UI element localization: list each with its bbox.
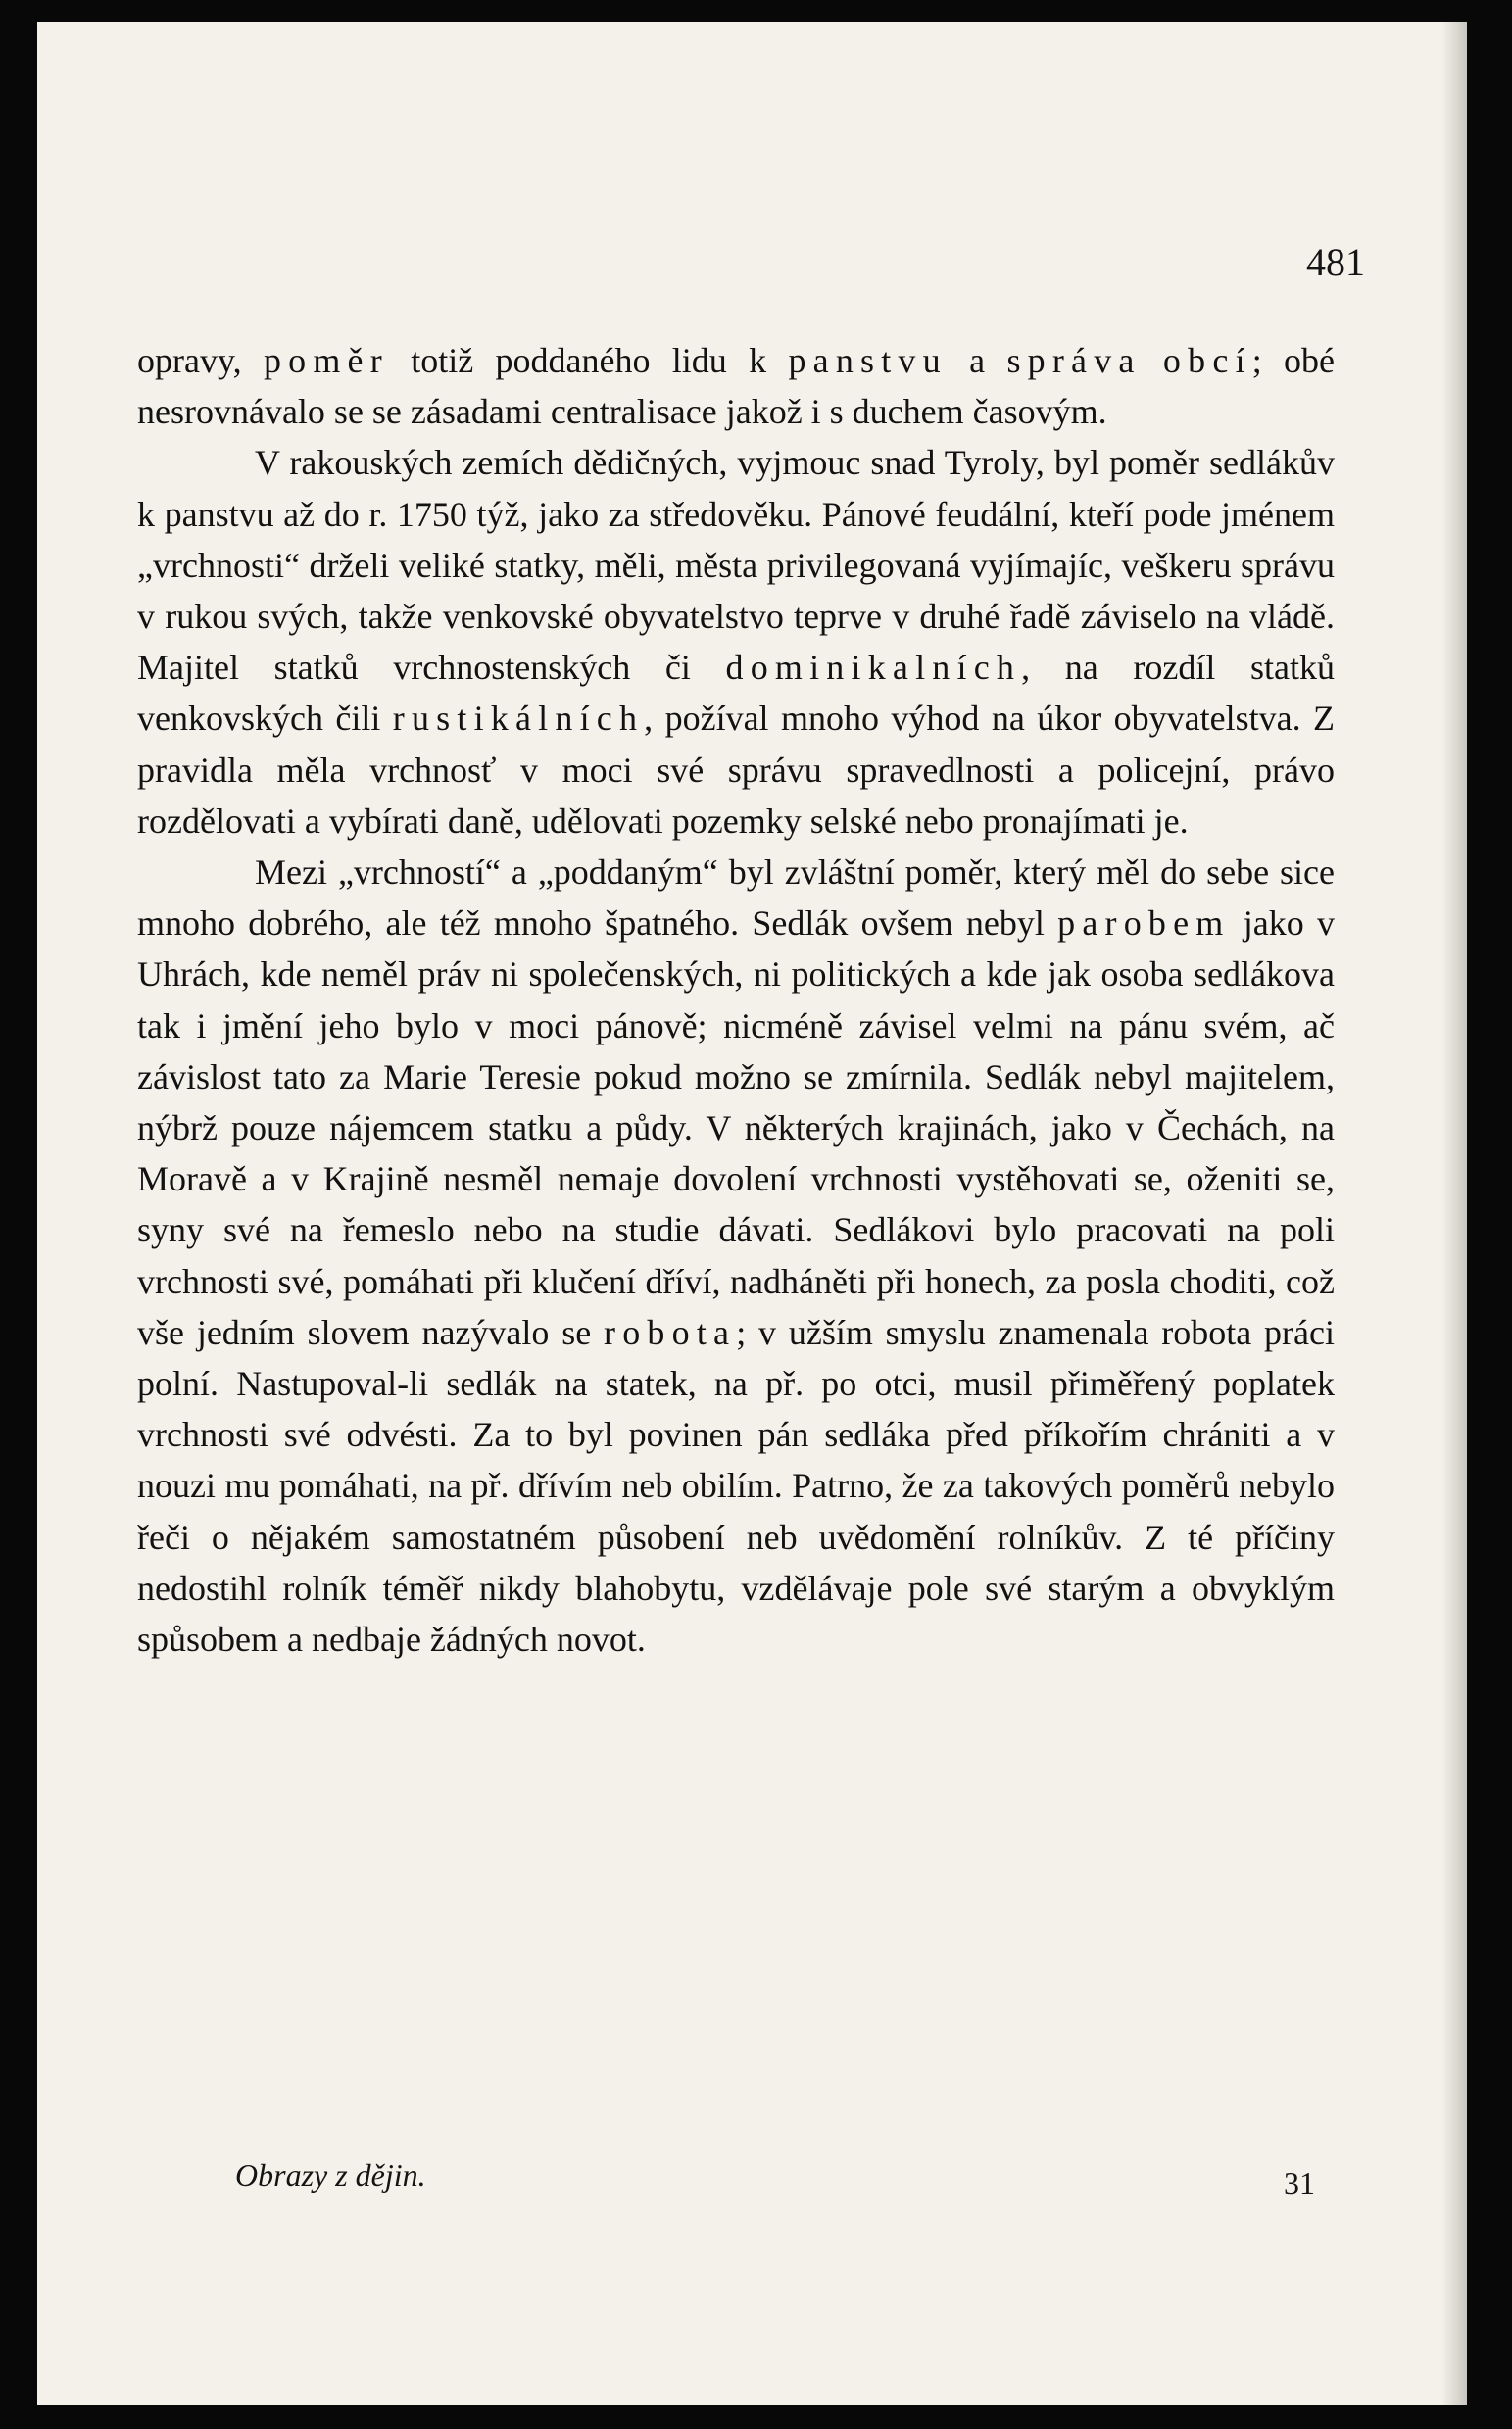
text-run: Mezi „vrchností“ a „poddaným“ byl zvláštní poměr, který měl do sebe sice mnoho dobrého, ale též mnoho špatného. Sedlák ovšem nebyl — [137, 852, 1335, 944]
emphasized-term: správa — [1006, 341, 1142, 380]
paragraph — [137, 847, 1335, 1665]
footer-signature-mark: 31 — [1284, 2165, 1315, 2201]
text-run: , na rozdíl statků venkovských čili — [137, 648, 1335, 739]
text-run: V rakouských zemích dědičných, vyjmouc snad Tyroly, byl poměr sedlákův k panstvu až do r. 1750 týž, jako za středověku. Pánové feudální, kteří pode jménem „vrchnosti“ drželi veliké statky, měli, města privilegovaná vyjímajíc, veškeru správu v rukou svých, takže venkovské obyvatelstvo teprve v druhé řadě záviselo na vládě. Majitel statků vrchnostenských či — [137, 443, 1335, 688]
emphasized-term: panstvu — [788, 341, 948, 380]
emphasized-term: dominikalních — [725, 648, 1022, 688]
emphasized-term: rustikálních — [392, 699, 645, 739]
page-number: 481 — [1306, 240, 1365, 284]
paragraph — [137, 437, 1335, 847]
emphasized-term: obcí — [1162, 341, 1252, 380]
text-run: ; v užším smyslu znamenala robota práci polní. Nastupoval-li sedlák na statek, na př. po otci, musil přiměřený poplatek vrchnosti své odvésti. Za to byl povinen pán sedláka před příkořím chrániti a v nouzi mu pomáhati, na př. dřívím neb obilím. Patrno, že za takových poměrů nebylo řeči o nějakém samostatném působení neb uvědomění rolníkův. Z té příčiny nedostihl rolník téměř nikdy blahobytu, vzdělávaje pole své starým a obvyklým spůsobem a nedbaje žádných novot. — [137, 1312, 1335, 1660]
emphasized-term: robota — [604, 1312, 737, 1352]
text-run: jako v Uhrách, kde neměl práv ni společenských, ni politických a kde jak osoba sedlákova tak i jmění jeho bylo v moci pánově; nicméně závisel velmi na pánu svém, ač závislost tato za Marie Teresie pokud možno se zmírnila. Sedlák nebyl majitelem, nýbrž pouze nájemcem statku a půdy. V některých krajinách, jako v Čechách, na Moravě a v Krajině nesměl nemaje dovolení vrchnosti vystěhovati se, oženiti se, syny své na řemeslo nebo na studie dávati. Sedlákovi bylo pracovati na poli vrchnosti své, pomáhati při klučení dříví, nadháněti při honech, za posla choditi, což vše jedním slovem nazývalo se — [137, 903, 1335, 1352]
footer-book-title: Obrazy z dějin. — [235, 2158, 426, 2193]
emphasized-term: poměr — [263, 341, 389, 380]
emphasized-term: parobem — [1057, 903, 1231, 944]
body-text — [137, 335, 1335, 1665]
text-run: ; obé nesrovnávalo se se zásadami centralisace jakož i s duchem časovým. — [137, 341, 1335, 432]
text-run: opravy, — [137, 341, 264, 380]
text-run: totiž poddaného lidu k — [388, 341, 789, 380]
text-run — [1142, 341, 1163, 380]
book-page — [37, 22, 1467, 2405]
text-run: a — [947, 341, 1007, 380]
page-edge-shadow — [1441, 22, 1467, 2405]
paragraph — [137, 335, 1335, 437]
text-run: , požíval mnoho výhod na úkor obyvatelstva. Z pravidla měla vrchnosť v moci své správu spravedlnosti a policejní, právo rozdělovati a vybírati daně, udělovati pozemky selské nebo pronajímati je. — [137, 699, 1335, 841]
